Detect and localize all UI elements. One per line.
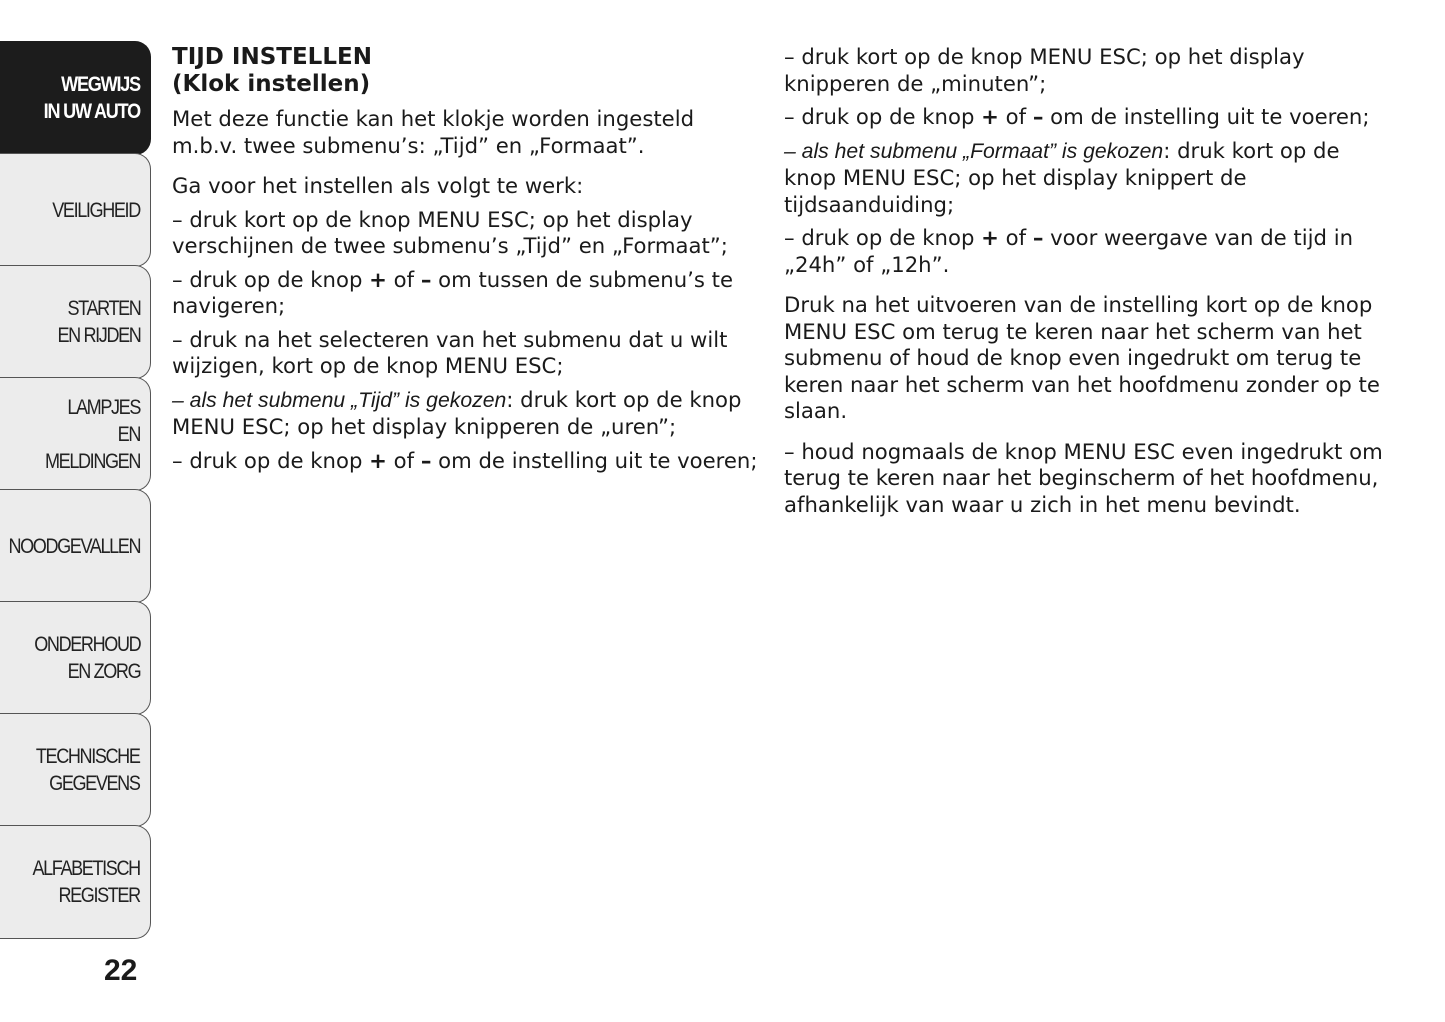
right-column bbox=[784, 44, 1384, 525]
step-5 bbox=[172, 448, 762, 475]
intro-paragraph: Met deze functie kan het klokje worden ingesteld m.b.v. twee submenu’s: „Tijd” en „Formaat”. bbox=[172, 106, 695, 158]
step-text: : druk kort op de knop MENU ESC; op het display knippert de tijdsaanduiding; bbox=[784, 137, 1340, 217]
step-6: – druk kort op de knop MENU ESC; op het display knipperen de „minuten”; bbox=[784, 44, 1305, 96]
step-7 bbox=[784, 104, 1384, 131]
chapter-tabs bbox=[0, 41, 152, 937]
minus-key-symbol: – bbox=[1032, 104, 1044, 129]
tab-technische[interactable] bbox=[0, 713, 151, 827]
home-paragraph: – houd nogmaals de knop MENU ESC even ingedrukt om terug te keren naar het beginscherm of het hoofdmenu, afhankelijk van waar u zich in het menu bevindt. bbox=[784, 438, 1383, 517]
tab-noodgevallen[interactable] bbox=[0, 489, 151, 603]
tab-label: STARTEN EN RIJDEN bbox=[57, 297, 140, 347]
step-9 bbox=[784, 225, 1384, 278]
minus-key-symbol: – bbox=[420, 266, 432, 292]
condition-text: – als het submenu „Formaat” is gekozen bbox=[784, 139, 1164, 163]
step-text: of bbox=[998, 225, 1033, 250]
step-8 bbox=[784, 138, 1384, 219]
step-text: of bbox=[998, 104, 1033, 129]
tab-wegwijs[interactable] bbox=[0, 41, 151, 155]
plus-key-symbol: + bbox=[981, 225, 999, 250]
instructions-lead: Ga voor het instellen als volgt te werk: bbox=[172, 173, 584, 198]
step-text: : druk kort op de knop MENU ESC; op het display knipperen de „uren”; bbox=[172, 386, 742, 439]
step-2 bbox=[172, 267, 762, 320]
tab-veiligheid[interactable] bbox=[0, 153, 151, 267]
tab-label: ONDERHOUD EN ZORG bbox=[33, 633, 140, 683]
tab-label: VEILIGHEID bbox=[52, 198, 140, 222]
plus-key-symbol: + bbox=[981, 104, 999, 129]
step-text: om tussen de submenu’s te navigeren; bbox=[172, 266, 734, 318]
tab-label: WEGWIJS IN UW AUTO bbox=[43, 73, 141, 123]
tab-label: LAMPJES EN MELDINGEN bbox=[45, 395, 140, 473]
tab-lampjes[interactable] bbox=[0, 377, 151, 491]
condition-text: – als het submenu „Tijd” is gekozen bbox=[172, 388, 507, 412]
step-text: – druk op de knop bbox=[784, 104, 982, 129]
step-3: – druk na het selecteren van het submenu dat u wilt wijzigen, kort op de knop MENU ESC; bbox=[172, 326, 728, 378]
tab-label: ALFABETISCH REGISTER bbox=[32, 857, 140, 907]
section-title: TIJD INSTELLEN bbox=[172, 44, 372, 70]
plus-key-symbol: + bbox=[369, 266, 387, 292]
page-number: 22 bbox=[104, 954, 138, 987]
step-text: om de instelling uit te voeren; bbox=[1043, 104, 1370, 129]
minus-key-symbol: – bbox=[420, 447, 432, 473]
minus-key-symbol: – bbox=[1032, 225, 1044, 250]
step-text: – druk op de knop bbox=[172, 266, 370, 292]
step-text: – druk op de knop bbox=[784, 225, 982, 250]
step-text: voor weergave van de tijd in „24h” of „12h”. bbox=[784, 225, 1354, 277]
step-text: of bbox=[386, 266, 421, 292]
tab-alfabetisch[interactable] bbox=[0, 825, 151, 939]
plus-key-symbol: + bbox=[369, 447, 387, 473]
tab-label: NOODGEVALLEN bbox=[8, 534, 140, 558]
section-subtitle: (Klok instellen) bbox=[172, 71, 371, 97]
step-text: om de instelling uit te voeren; bbox=[431, 447, 758, 473]
step-1: – druk kort op de knop MENU ESC; op het display verschijnen de twee submenu’s „Tijd” en „Formaat”; bbox=[172, 206, 728, 258]
step-4 bbox=[172, 387, 762, 441]
step-text: – druk op de knop bbox=[172, 447, 370, 473]
tab-onderhoud[interactable] bbox=[0, 601, 151, 715]
step-text: of bbox=[386, 447, 421, 473]
tab-label: TECHNISCHE GEGEVENS bbox=[36, 745, 140, 795]
tab-starten[interactable] bbox=[0, 265, 151, 379]
confirm-paragraph: Druk na het uitvoeren van de instelling kort op de knop MENU ESC om terug te keren naar het scherm van het submenu of houd de knop even ingedrukt om terug te keren naar het scherm van het hoofdmenu zonder op te slaan. bbox=[784, 292, 1380, 423]
left-column bbox=[172, 44, 762, 481]
